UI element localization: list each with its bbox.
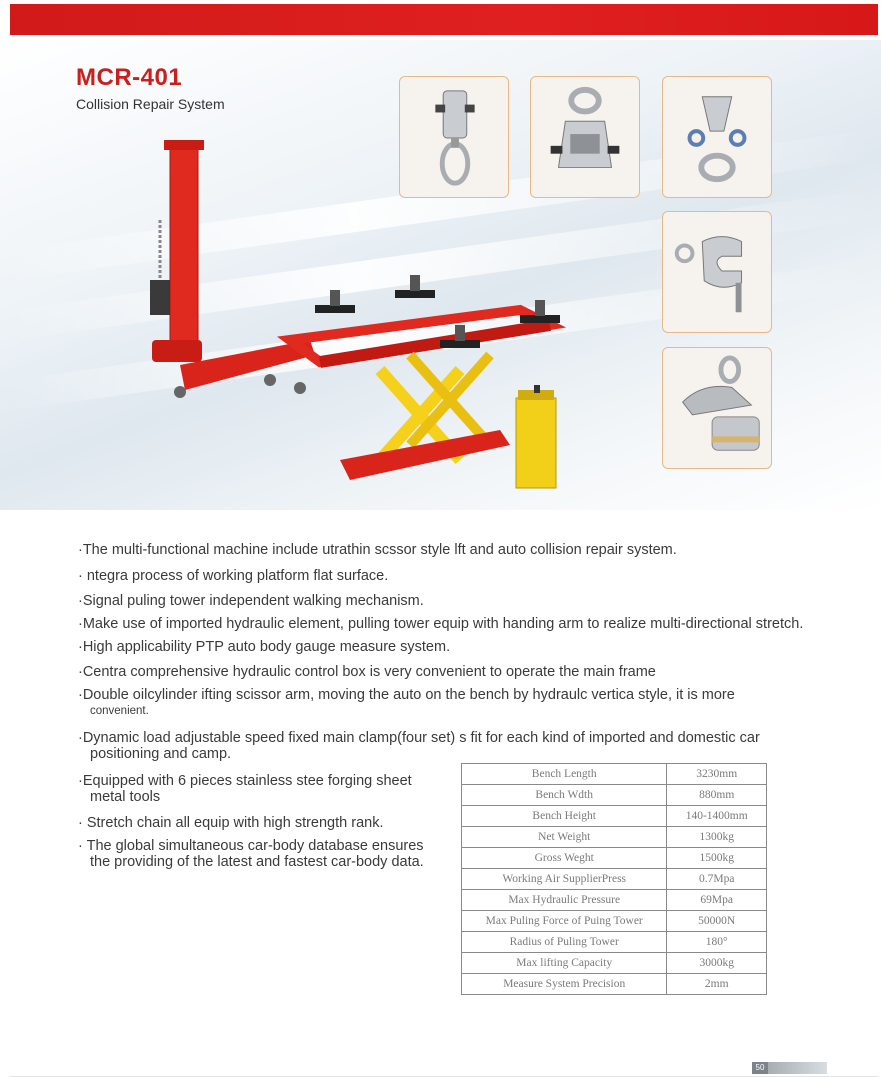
scissor-lift [340,355,510,480]
puller-hook-icon [662,347,772,469]
feature-item: ·Dynamic load adjustable speed fixed main clamp(four set) s fit for each kind of imported and domestic car positioning and camp. [78,730,760,762]
table-row: Radius of Puling Tower 180° [462,932,767,953]
top-red-banner [10,4,878,35]
table-row: Working Air SupplierPress 0.7Mpa [462,869,767,890]
platform-frame [290,310,550,362]
c-clamp-icon [662,211,772,333]
feature-item: · ntegra process of working platform flat surface. [78,568,389,584]
table-row: Net Weight 1300kg [462,827,767,848]
product-name: Collision Repair System [76,96,225,112]
table-row: Bench Length 3230mm [462,764,767,785]
table-row: Gross Weght 1500kg [462,848,767,869]
page-number: 50 [752,1062,768,1074]
feature-item: ·Double oilcylinder ifting scissor arm, moving the auto on the bench by hydraulc vertica style, it is more convenient. [78,687,735,717]
feature-item: ·The multi-functional machine include utrathin scssor style lft and auto collision repair system. [78,542,677,558]
table-row: Bench Height 140-1400mm [462,806,767,827]
table-row: Measure System Precision 2mm [462,974,767,995]
table-row: Bench Wdth 880mm [462,785,767,806]
table-row: Max Puling Force of Puing Tower 50000N [462,911,767,932]
feature-item: ·Make use of imported hydraulic element, pulling tower equip with handing arm to realize multi-directional stretch. [78,616,804,632]
feature-item: ·Equipped with 6 pieces stainless stee forging sheet metal tools [78,773,412,805]
collision-repair-bench-illustration [140,140,600,500]
feature-item: ·Centra comprehensive hydraulic control box is very convenient to operate the main frame [78,664,656,680]
chain-hook-icon [662,76,772,198]
table-row: Max lifting Capacity 3000kg [462,953,767,974]
table-row: Max Hydraulic Pressure 69Mpa [462,890,767,911]
feature-item: ·Signal puling tower independent walking mechanism. [78,593,424,609]
feature-item: ·High applicability PTP auto body gauge measure system. [78,639,451,655]
spec-table [461,763,767,995]
feature-item: · Stretch chain all equip with high strength rank. [78,815,384,831]
product-code: MCR-401 [76,64,183,91]
hydraulic-control-box [516,385,556,488]
feature-item: · The global simultaneous car-body database ensures the providing of the latest and fastest car-body data. [78,838,424,870]
pulling-tower [150,140,204,362]
